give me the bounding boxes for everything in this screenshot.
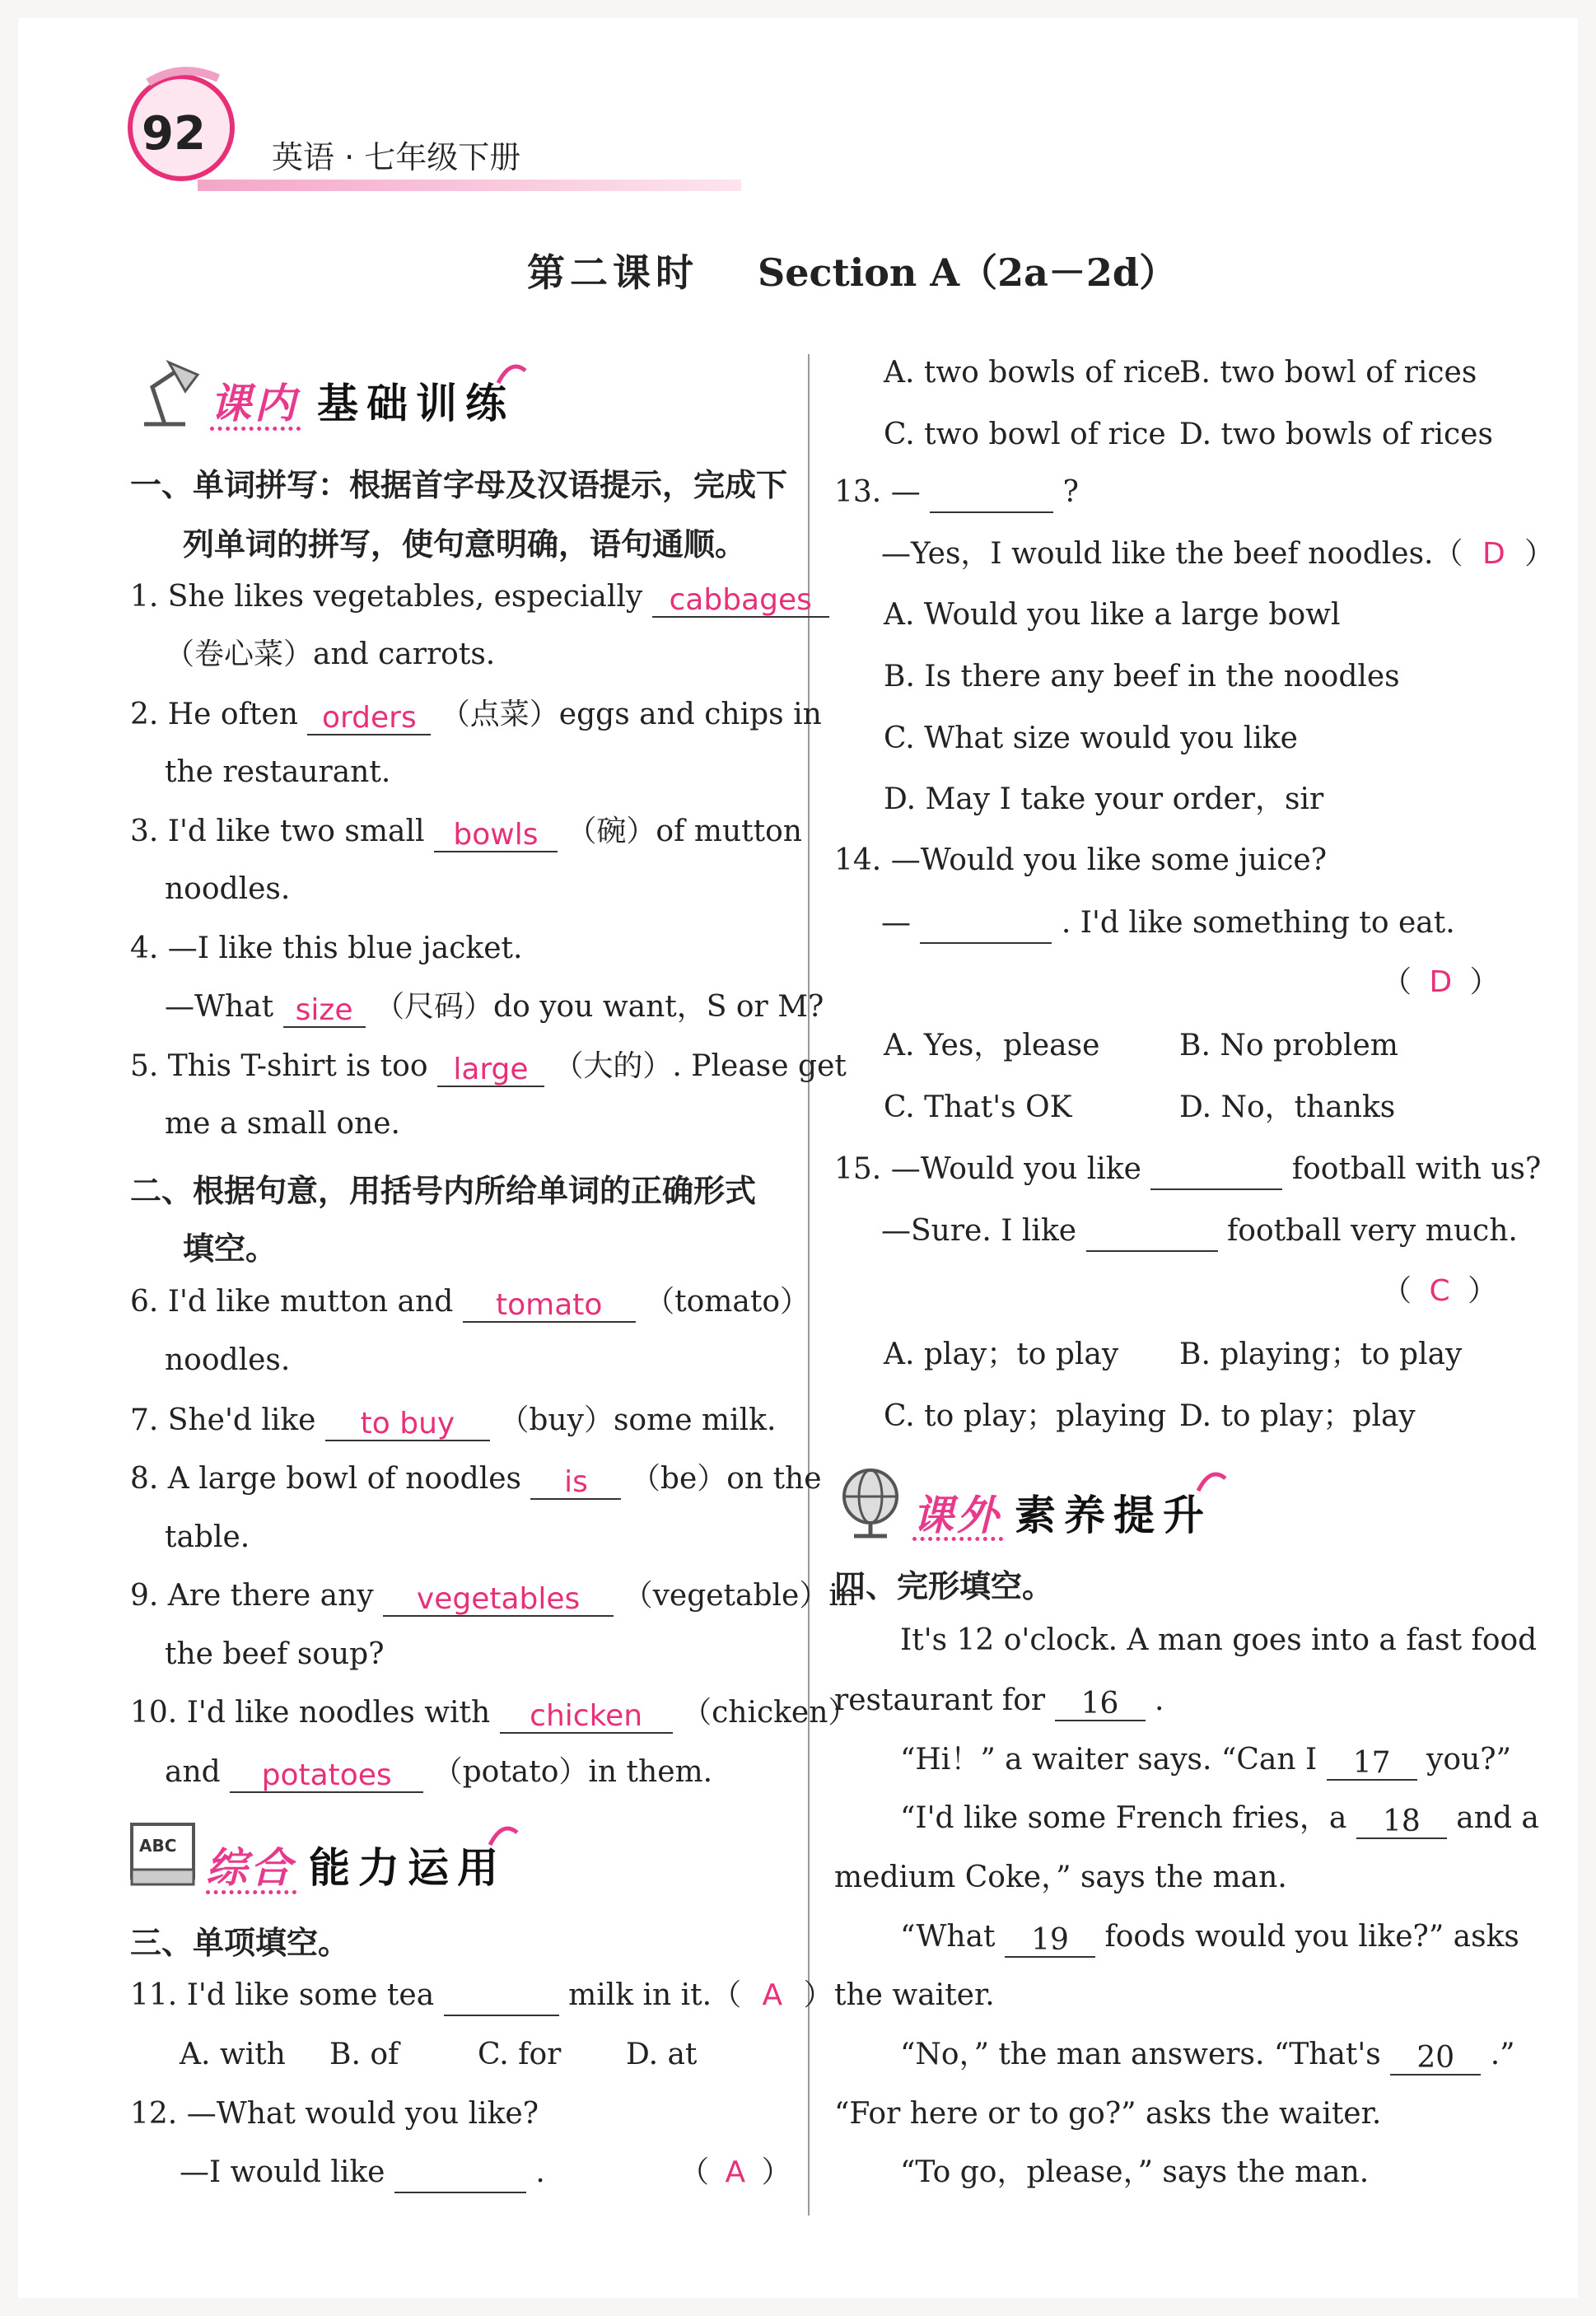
answer-blank[interactable] (1150, 1152, 1282, 1190)
section3-banner-main: 能力运用 (309, 1844, 506, 1892)
cloze-blank-17[interactable]: 17 (1327, 1743, 1417, 1781)
part3-heading: 三、单项填空。 (130, 1925, 350, 1961)
question-6: 6. I'd like mutton and tomato （tomato） (130, 1285, 810, 1322)
part1-heading: 一、单词拼写：根据首字母及汉语提示，完成下 (130, 467, 788, 503)
answer-blank[interactable] (1086, 1214, 1218, 1252)
answer-14: （ D ） (1382, 965, 1500, 999)
question-3-cont: noodles. (165, 872, 291, 906)
answer-blank[interactable]: is (530, 1462, 621, 1500)
question-9-cont: the beef soup? (165, 1637, 385, 1671)
question-6-cont: noodles. (165, 1343, 291, 1377)
section4-banner-pink: 课外 (912, 1492, 1001, 1539)
passage-line: “Hi！” a waiter says. “Can I 17 you?” (900, 1743, 1511, 1780)
passage-line: It's 12 o'clock. A man goes into a fast food (900, 1623, 1538, 1657)
question-14-cont: — . I'd like something to eat. (881, 903, 1455, 944)
answer-blank[interactable]: bowls (434, 815, 558, 852)
passage-line: medium Coke，” says the man. (834, 1861, 1287, 1894)
option-c[interactable]: C. to play；playing (884, 1399, 1167, 1433)
answer-blank[interactable]: vegetables (383, 1579, 614, 1617)
book-title: 英语 · 七年级下册 (272, 139, 521, 175)
passage-line: “What 19 foods would you like?” asks (900, 1920, 1519, 1957)
question-3: 3. I'd like two small bowls （碗）of mutton (130, 815, 802, 852)
question-13-cont: —Yes，I would like the beef noodles.（ D ） (881, 537, 1555, 571)
section1-banner-main: 基础训练 (317, 380, 515, 427)
swoosh-icon (494, 354, 527, 387)
option-a[interactable]: A. Would you like a large bowl (884, 598, 1341, 632)
option-a[interactable]: A. play；to play (884, 1338, 1119, 1371)
option-d[interactable]: D. May I take your order，sir (884, 782, 1324, 816)
question-8: 8. A large bowl of noodles is （be）on the (130, 1462, 822, 1499)
option-b[interactable]: B. No problem (1179, 1029, 1398, 1062)
cloze-blank-18[interactable]: 18 (1356, 1801, 1447, 1839)
passage-line: “To go，please，” says the man. (900, 2155, 1370, 2189)
option-d[interactable]: D. No，thanks (1179, 1090, 1396, 1124)
question-1-cont: （卷心菜）and carrots. (165, 637, 496, 671)
swoosh-icon (486, 1816, 519, 1849)
answer-blank[interactable] (444, 1978, 559, 2016)
option-c[interactable]: C. What size would you like (884, 721, 1298, 755)
passage-line: “No，” the man answers. “That's 20 .” (900, 2038, 1515, 2075)
question-15: 15. —Would you like football with us? (834, 1149, 1541, 1190)
answer-blank[interactable]: chicken (500, 1696, 673, 1734)
section3-banner-pink: 综合 (206, 1844, 295, 1892)
cloze-blank-20[interactable]: 20 (1390, 2038, 1481, 2076)
option-b[interactable]: B. of (329, 2038, 399, 2071)
answer-15: （ C ） (1382, 1274, 1498, 1308)
question-12: 12. —What would you like? (130, 2097, 539, 2131)
question-2-cont: the restaurant. (165, 755, 391, 789)
option-c[interactable]: C. That's OK (884, 1090, 1072, 1124)
option-a[interactable]: A. Yes，please (884, 1029, 1100, 1062)
option-a[interactable]: A. with (180, 2038, 286, 2071)
question-5-cont: me a small one. (165, 1107, 400, 1141)
question-13: 13. — ? (834, 472, 1079, 513)
book-icon (128, 1812, 202, 1894)
answer-blank[interactable] (930, 475, 1053, 513)
part1-heading-cont: 列单词的拼写，使句意明确，语句通顺。 (183, 526, 747, 563)
book-icon-label: ABC (139, 1836, 177, 1856)
question-4-cont: —What size （尺码）do you want，S or M? (165, 990, 824, 1027)
option-c[interactable]: C. two bowl of rice (884, 418, 1166, 451)
passage-line: restaurant for 16 . (834, 1683, 1164, 1721)
answer-blank[interactable]: potatoes (230, 1755, 423, 1793)
lesson-title (527, 243, 1177, 297)
section4-banner-main: 素养提升 (1015, 1492, 1212, 1539)
question-10: 10. I'd like noodles with chicken （chicken） (130, 1696, 858, 1733)
lesson-title-cn: 第二课时 (527, 250, 698, 295)
question-10-cont: and potatoes （potato）in them. (165, 1755, 713, 1792)
answer-blank[interactable]: orders (307, 698, 431, 735)
passage-line: “I'd like some French fries，a 18 and a (900, 1801, 1539, 1838)
question-12-cont: —I would like . (180, 2152, 545, 2193)
question-4: 4. —I like this blue jacket. (130, 932, 523, 965)
question-2: 2. He often orders （点菜）eggs and chips in (130, 698, 822, 735)
cloze-blank-19[interactable]: 19 (1005, 1920, 1095, 1958)
question-11: 11. I'd like some tea milk in it.（ A ） (130, 1975, 833, 2016)
answer-blank[interactable] (394, 2155, 526, 2193)
question-7: 7. She'd like to buy （buy）some milk. (130, 1403, 777, 1440)
answer-blank[interactable]: to buy (325, 1403, 490, 1441)
question-14: 14. —Would you like some juice? (834, 843, 1328, 877)
page-number: 92 (142, 107, 206, 161)
option-b[interactable]: B. Is there any beef in the noodles (884, 660, 1400, 693)
passage-line: “For here or to go?” asks the waiter. (834, 2097, 1382, 2131)
answer-blank[interactable]: size (283, 990, 366, 1028)
question-8-cont: table. (165, 1520, 250, 1554)
banner-dots (912, 1537, 1003, 1541)
banner-dots (210, 427, 301, 431)
lesson-title-en: Section A（2a－2d） (758, 250, 1178, 295)
question-5: 5. This T-shirt is too large （大的）. Please get (130, 1049, 847, 1086)
answer-blank[interactable] (920, 906, 1052, 944)
option-a[interactable]: A. two bowls of rice (884, 356, 1181, 390)
question-1: 1. She likes vegetables, especially cabbages (130, 577, 829, 618)
option-c[interactable]: C. for (478, 2038, 562, 2071)
answer-12: （ A ） (679, 2155, 791, 2189)
part4-heading: 四、完形填空。 (834, 1568, 1054, 1604)
option-d[interactable]: D. to play；play (1179, 1399, 1416, 1433)
option-d[interactable]: D. at (626, 2038, 698, 2071)
lamp-icon (128, 350, 202, 432)
question-15-cont: —Sure. I like football very much. (881, 1211, 1518, 1252)
option-d[interactable]: D. two bowls of rices (1179, 418, 1493, 451)
option-b[interactable]: B. playing；to play (1179, 1338, 1463, 1371)
question-9: 9. Are there any vegetables （vegetable）in (130, 1579, 858, 1616)
part2-heading-cont: 填空。 (183, 1230, 278, 1267)
answer-blank[interactable]: large (437, 1049, 544, 1087)
cloze-blank-16[interactable]: 16 (1055, 1683, 1146, 1721)
part2-heading: 二、根据句意，用括号内所给单词的正确形式 (130, 1173, 757, 1209)
answer-blank[interactable]: tomato (463, 1285, 636, 1323)
header-rule (198, 180, 741, 191)
section1-banner-pink: 课内 (210, 380, 299, 427)
option-b[interactable]: B. two bowl of rices (1179, 356, 1477, 390)
banner-dots (206, 1890, 296, 1894)
globe-icon (833, 1462, 908, 1544)
answer-blank[interactable]: cabbages (652, 580, 829, 618)
swoosh-icon (1194, 1462, 1227, 1495)
passage-line: the waiter. (834, 1978, 995, 2012)
